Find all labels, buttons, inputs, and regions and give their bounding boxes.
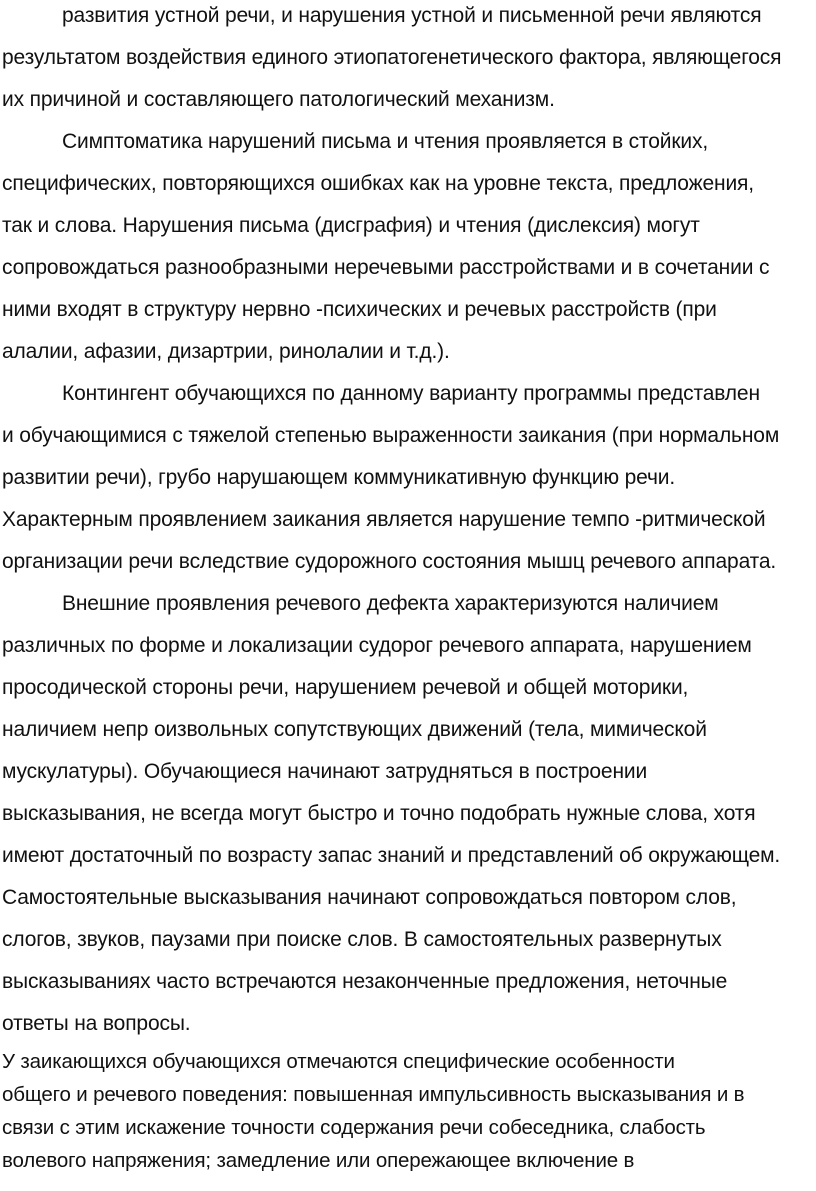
text-line: волевого напряжения; замедление или опережающее включение в (2, 1149, 635, 1172)
text-line: связи с этим искажение точности содержания речи собеседника, слабость (2, 1116, 706, 1139)
text-line: развитии речи), грубо нарушающем коммуникативную функцию речи. (2, 466, 676, 489)
text-line: высказываниях часто встречаются незаконченные предложения, неточные (2, 970, 728, 993)
text-line: Контингент обучающихся по данному варианту программы представлен (62, 382, 760, 405)
text-line: Характерным проявлением заикания является нарушение темпо -ритмической (2, 508, 766, 531)
text-line: ответы на вопросы. (2, 1012, 191, 1035)
text-line: Самостоятельные высказывания начинают сопровождаться повтором слов, (2, 886, 737, 909)
text-line: организации речи вследствие судорожного состояния мышц речевого аппарата. (2, 550, 777, 573)
text-line: высказывания, не всегда могут быстро и точно подобрать нужные слова, хотя (2, 802, 756, 825)
text-line: слогов, звуков, паузами при поиске слов. В самостоятельных развернутых (2, 928, 722, 951)
text-line: и обучающимися с тяжелой степенью выраженности заикания (при нормальном (2, 424, 780, 447)
text-line: наличием непр оизвольных сопутствующих движений (тела, мимической (2, 718, 707, 741)
text-line: просодической стороны речи, нарушением речевой и общей моторики, (2, 676, 689, 699)
text-line: имеют достаточный по возрасту запас знаний и представлений об окружающем. (2, 844, 781, 867)
text-line: Внешние проявления речевого дефекта характеризуются наличием (62, 592, 719, 615)
text-line: алалии, афазии, дизартрии, ринолалии и т.д.). (2, 340, 450, 363)
text-line: результатом воздействия единого этиопатогенетического фактора, являющегося (2, 46, 782, 69)
text-line: У заикающихся обучающихся отмечаются специфические особенности (2, 1050, 675, 1073)
text-line: общего и речевого поведения: повышенная импульсивность высказывания и в (2, 1083, 745, 1106)
text-line: сопровождаться разнообразными неречевыми расстройствами и в сочетании с (2, 256, 770, 279)
text-line: специфических, повторяющихся ошибках как на уровне текста, предложения, (2, 172, 754, 195)
text-line: мускулатуры). Обучающиеся начинают затрудняться в построении (2, 760, 648, 783)
text-line: различных по форме и локализации судорог речевого аппарата, нарушением (2, 634, 752, 657)
text-line: так и слова. Нарушения письма (дисграфия) и чтения (дислексия) могут (2, 214, 700, 237)
text-line: Симптоматика нарушений письма и чтения проявляется в стойких, (62, 130, 709, 153)
text-line: развития устной речи, и нарушения устной и письменной речи являются (62, 4, 762, 27)
text-line: ними входят в структуру нервно -психических и речевых расстройств (при (2, 298, 717, 321)
text-line: их причиной и составляющего патологический механизм. (2, 88, 555, 111)
